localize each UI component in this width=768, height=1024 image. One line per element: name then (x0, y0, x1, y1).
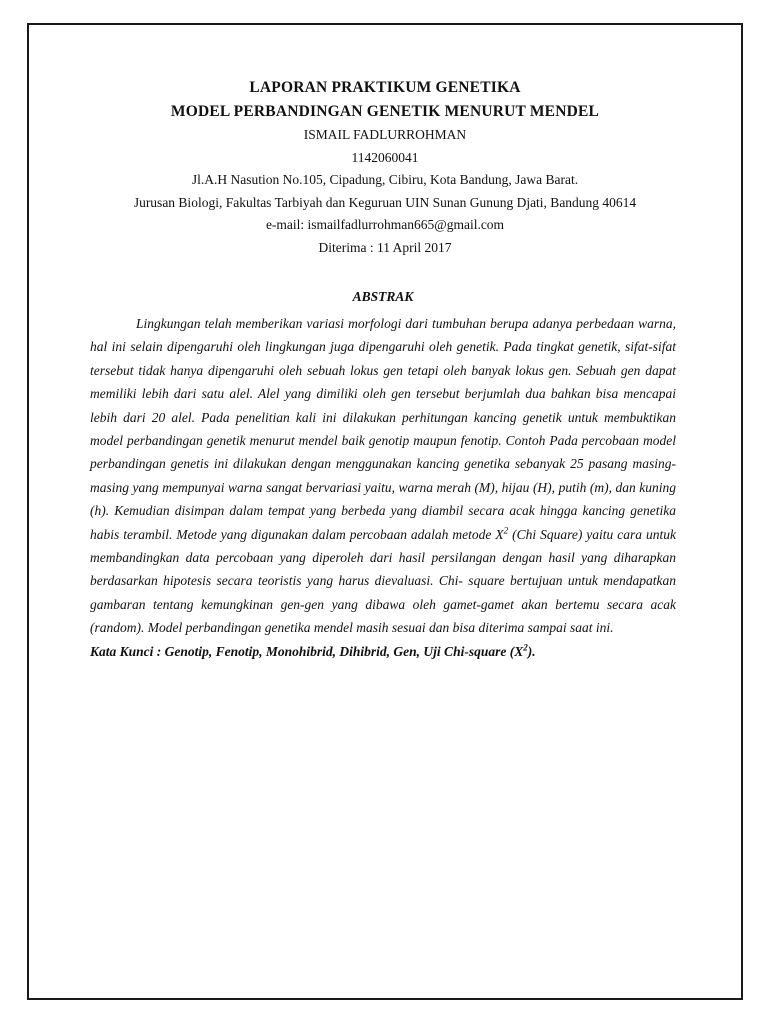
abstract-superscript: 2 (503, 525, 509, 536)
abstract-body (90, 312, 676, 640)
received-date: Diterima : 11 April 2017 (318, 239, 452, 255)
abstract-body-text-1: Lingkungan telah memberikan variasi morfologi dari tumbuhan berupa adanya perbedaan warna, hal ini selain dipengaruhi oleh lingkungan juga dipengaruhi oleh genetik. Pada tingkat genetik, sifat-sifat tersebut tidak hanya dipengaruhi oleh sebuah lokus gen tetapi oleh banyak lokus gen. Sebuah gen dapat memiliki lebih dari satu alel. Alel yang dimiliki oleh gen tersebut berjumlah dua bahkan bisa mencapai lebih dari 20 alel. Pada penelitian kali ini dilakukan perhitungan kancing genetik untuk membuktikan model perbandingan genetik menurut mendel baik genotip maupun fenotip. Contoh Pada percobaan model perbandingan genetis ini dilakukan dengan menggunakan kancing genetika sebanyak 25 pasang masing-masing yang mempunyai warna sangat bervariasi yaitu, warna merah (M), hijau (H), putih (m), dan kuning (h). Kemudian disimpan dalam tempat yang berbeda yang diambil secara acak hingga kancing genetika habis terambil. Metode yang digunakan dalam percobaan adalah metode X (90, 316, 676, 542)
report-subtitle: MODEL PERBANDINGAN GENETIK MENURUT MENDEL (170, 103, 600, 120)
abstract-body-text-2: (Chi Square) yaitu cara untuk membandingkan data percobaan yang diperoleh dari hasil persilangan dengan hasil yang diharapkan berdasarkan hipotesis secara teoristis yang harus dievaluasi. Chi- square bertujuan untuk mendapatkan gambaran tentang kemungkinan gen-gen yang dibawa oleh gamet-gamet akan bertemu secara acak (random). Model perbandingan genetika mendel masih sesuai dan bisa diterima sampai saat ini. (90, 526, 676, 636)
affiliation: Jurusan Biologi, Fakultas Tarbiyah dan Keguruan UIN Sunan Gunung Djati, Bandung 40614 (133, 194, 637, 210)
address: Jl.A.H Nasution No.105, Cipadung, Cibiru, Kota Bandung, Jawa Barat. (191, 172, 579, 187)
report-title: LAPORAN PRAKTIKUM GENETIKA (249, 79, 521, 96)
document-header (29, 76, 741, 259)
abstract-section (90, 286, 676, 663)
keywords (90, 640, 676, 663)
abstract-heading: ABSTRAK (352, 289, 414, 304)
author-name: ISMAIL FADLURROHMAN (303, 127, 467, 142)
keywords-text-2: ). (527, 643, 536, 659)
student-id: 1142060041 (351, 149, 419, 165)
email: e-mail: ismailfadlurrohman665@gmail.com (265, 217, 505, 232)
keywords-superscript: 2 (523, 642, 528, 653)
keywords-text-1: Kata Kunci : Genotip, Fenotip, Monohibrid, Dihibrid, Gen, Uji Chi-square (X (90, 643, 524, 659)
